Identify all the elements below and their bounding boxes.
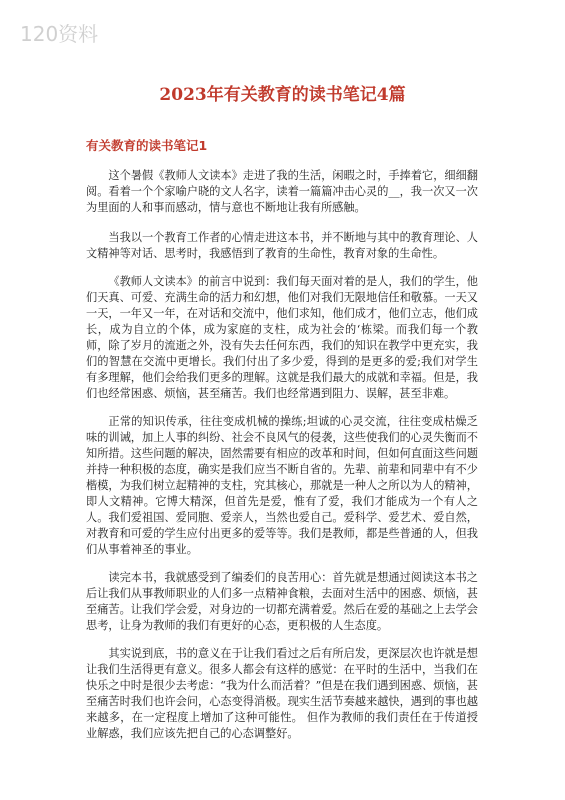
paragraph: 《教师人文读本》的前言中说到：我们每天面对着的是人，我们的学生，他们天真、可爱、充满生命的活力和幻想，他们对我们无限地信任和敬慕。一天又一天，一年又一年，在对话和交流中，他们求知，他们成才，他们立志，他们成长，成为自立的个体，成为家庭的支柱，成为社会的‘栋梁。而我们每一个教师，除了岁月的流逝之外，没有失去任何东西，我们的知识在教学中更充实，我们的智慧在交流中更增长。我们付出了多少爱，得到的是更多的爱;我们对学生有多理解，他们会给我们更多的理解。这就是我们最大的成就和幸福。但是，我们也经常困惑、烦恼，甚至痛苦。我们也经常遇到阻力、误解，甚至非难。	[86, 275, 478, 400]
body-text	[86, 168, 478, 754]
paragraph: 这个暑假《教师人文读本》走进了我的生活，闲暇之时，手捧着它，细细翻阅。看着一个个家喻户晓的文人名字，读着一篇篇冲击心灵的__，我一次又一次为里面的人和事而感动，情与意也不断地让我有所感触。	[86, 169, 478, 214]
page-title: 2023年有关教育的读书笔记4篇	[159, 85, 406, 105]
paragraph: 当我以一个教育工作者的心情走进这本书，并不断地与其中的教育理论、人文精神等对话、思考时，我感悟到了教育的生命性，教育对象的生命性。	[86, 231, 478, 260]
section-heading: 有关教育的读书笔记1	[86, 138, 208, 153]
watermark: 120资料	[20, 22, 99, 46]
paragraph: 读完本书，我就感受到了编委们的良苦用心：首先就是想通过阅读这本书之后让我们从事教师职业的人们多一点精神食粮，去面对生活中的困惑、烦恼，甚至痛苦。让我们学会爱，对身边的一切都充满着爱。然后在爱的基础之上去学会思考，让身为教师的我们有更好的心态，更积极的人生态度。	[86, 571, 478, 632]
paragraph: 其实说到底，书的意义在于让我们看过之后有所启发，更深层次也许就是想让我们生活得更有意义。很多人都会有这样的感觉：在平时的生活中，当我们在快乐之中时是很少去考虑：“我为什么而活着？”但是在我们遇到困惑、烦恼，甚至痛苦时我们也许会问，心态变得消极。现实生活节奏越来越快，遇到的事也越来越多，在一定程度上增加了这种可能性。 但作为教师的我们责任在于传道授业解惑，我们应该先把自己的心态调整好。	[86, 647, 478, 740]
paragraph: 正常的知识传承，往往变成机械的操练;坦诚的心灵交流，往往变成枯燥乏味的训诫，加上人事的纠纷、社会不良风气的侵袭，这些使我们的心灵失衡而不知所措。这些问题的解决，固然需要有相应的改革和时间，但如何直面这些问题并持一种积极的态度，确实是我们应当不断自省的。先辈、前辈和同辈中有不少楷模，为我们树立起精神的支柱，究其核心，那就是一种人之所以为人的精神，即人文精神。它博大精深，但首先是爱，惟有了爱，我们才能成为一个有人之人。我们爱祖国、爱同胞、爱亲人，当然也爱自己。爱科学、爱艺术、爱自然，对教育和可爱的学生应付出更多的爱等等。我们是教师，都是些普通的人，但我们从事着神圣的事业。	[86, 415, 478, 556]
